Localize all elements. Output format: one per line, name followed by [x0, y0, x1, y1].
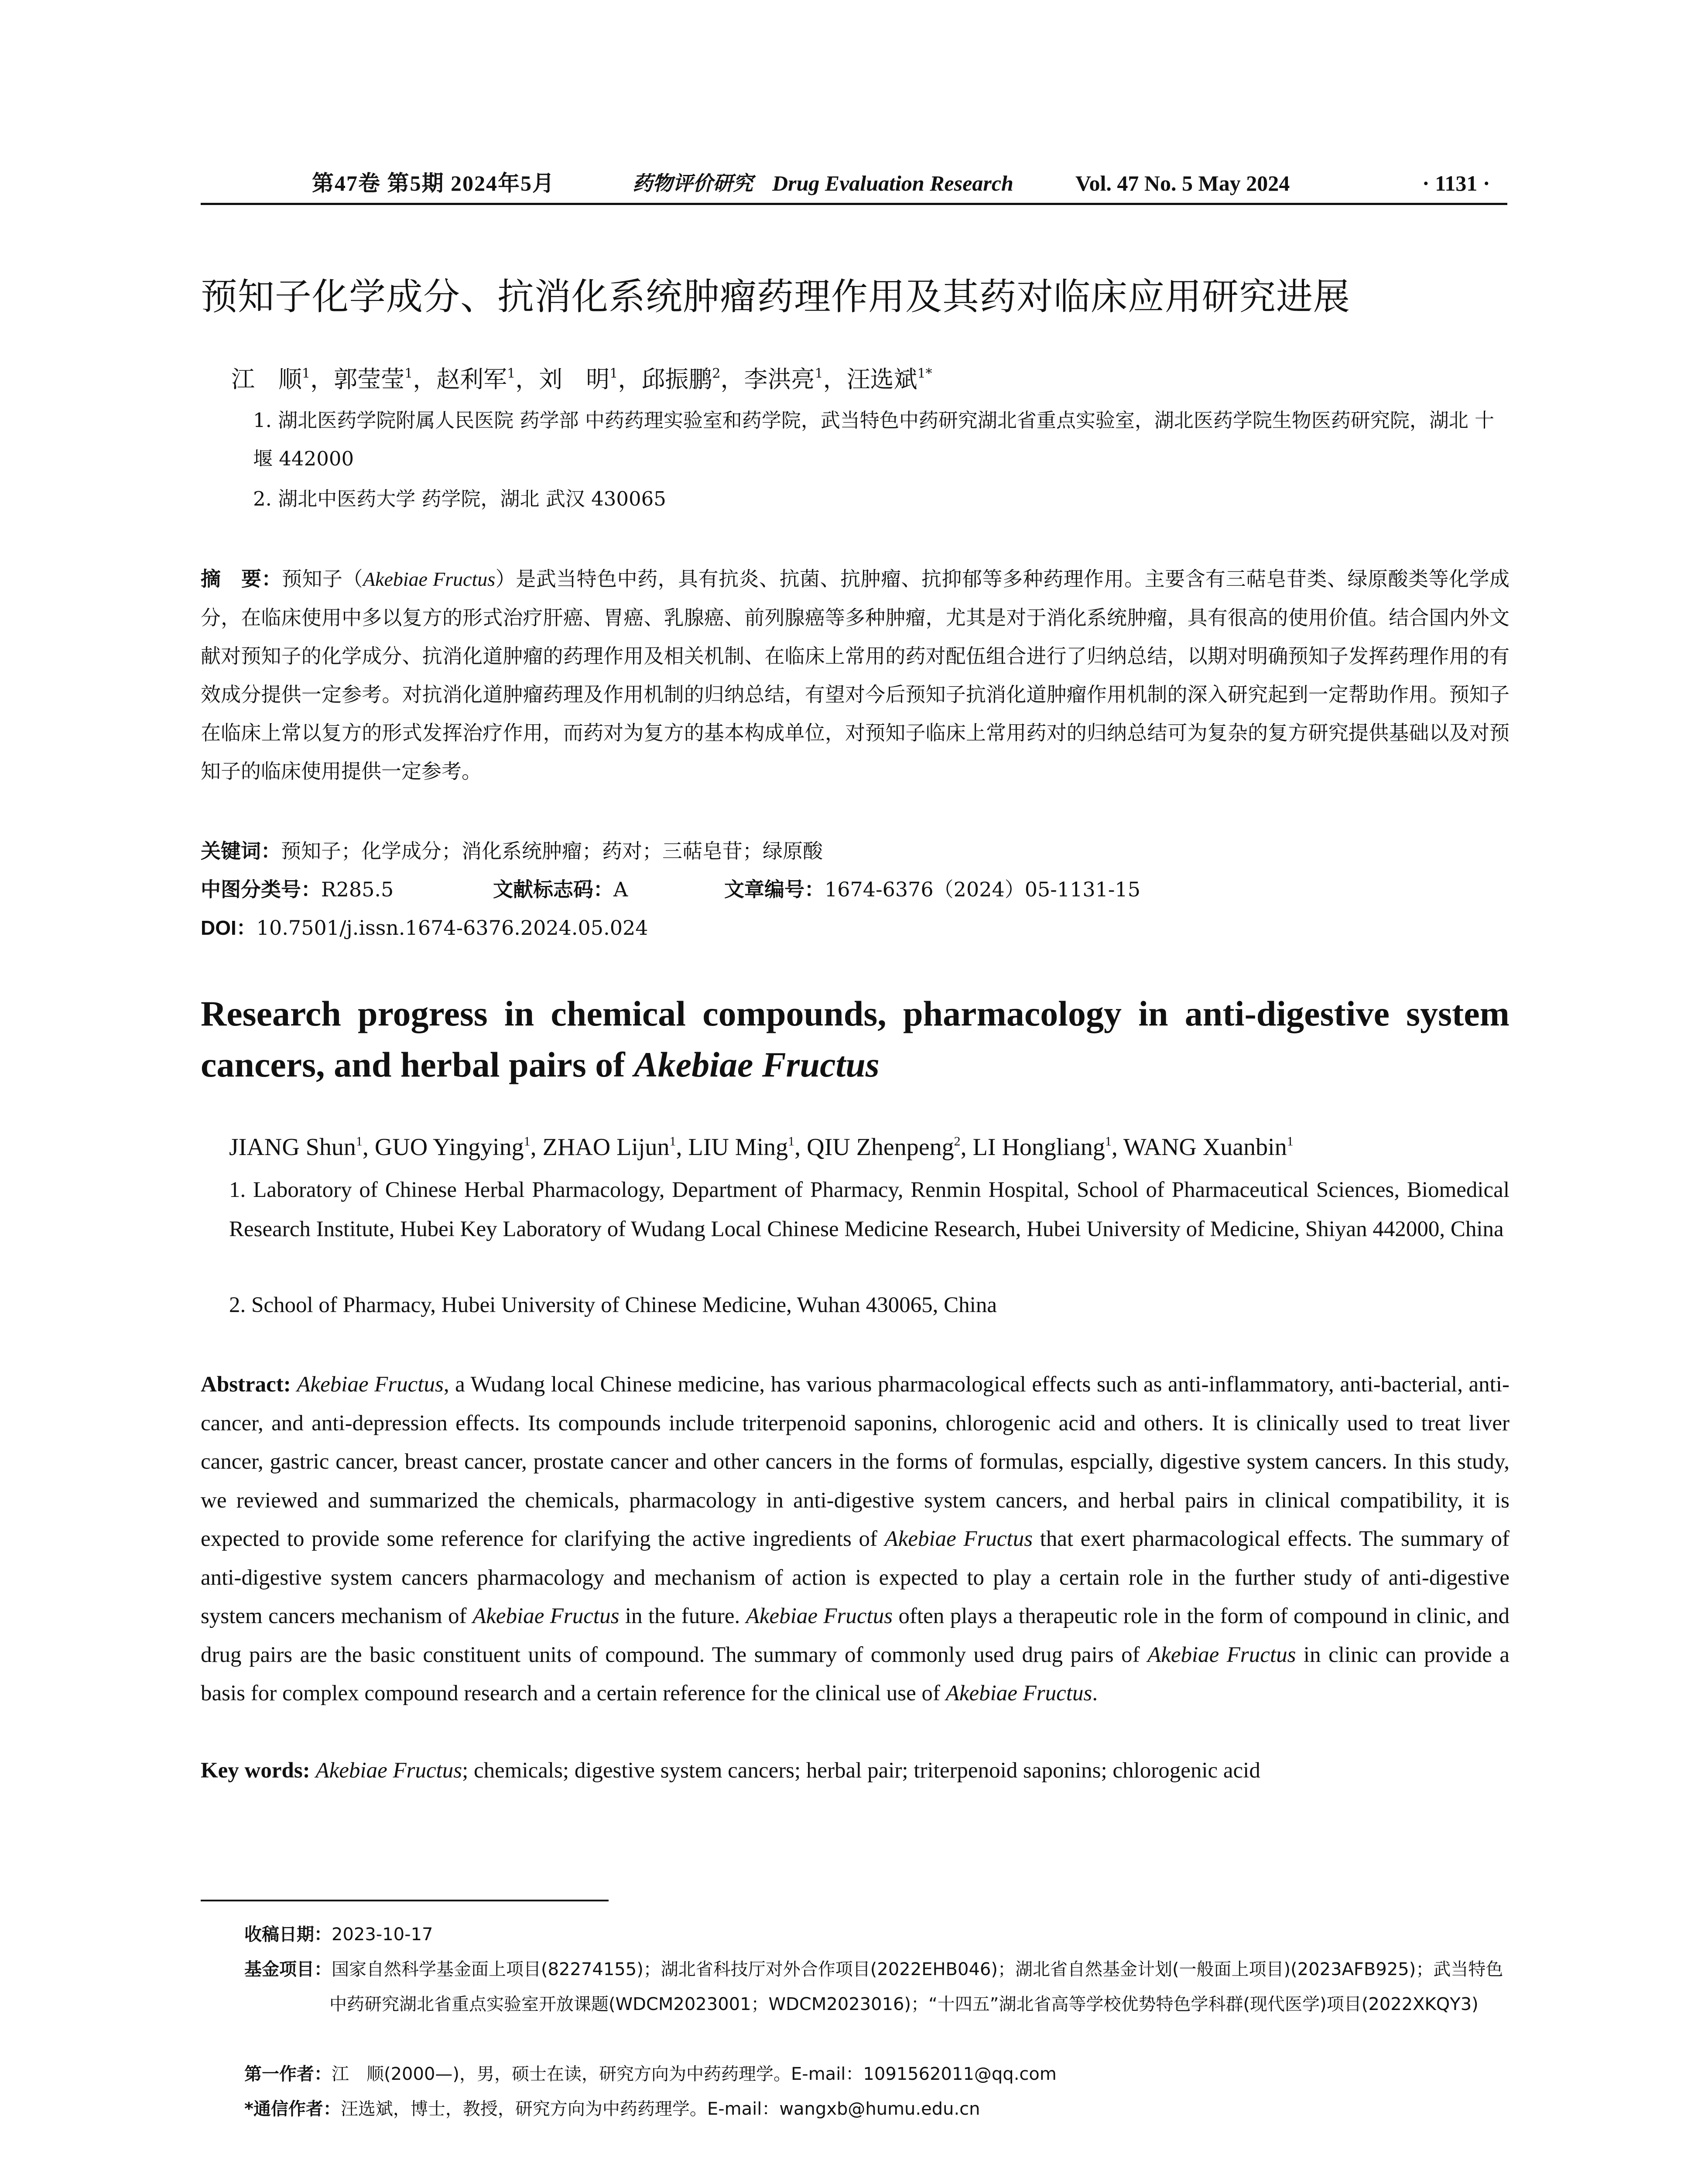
corresponding-value: 汪选斌，博士，教授，研究方向为中药药理学。E-mail：wangxb@humu.edu.cn: [340, 2099, 980, 2119]
en-author-separator: ,: [676, 1134, 688, 1161]
cn-author-separator: ，: [823, 366, 847, 393]
cn-author-affiliation-mark: 1: [507, 366, 516, 381]
en-abstract-text-run: in the future.: [619, 1604, 746, 1628]
en-abstract-text-run: that exert pharmacological effects. The summary of anti-digestive system cancers pharmacology and mechanism of action is expected to play a certain role in the further study of anti-digestive system cancers mechanism of: [201, 1527, 1509, 1628]
cn-author-affiliation-mark: 1: [609, 366, 618, 381]
cn-author-affiliation-mark: 2: [712, 366, 721, 381]
en-author-name: WANG Xuanbin: [1123, 1134, 1287, 1161]
header-issue-cn: 第47卷 第5期 2024年5月: [312, 171, 555, 195]
cn-abstract-label: 摘 要：: [201, 567, 282, 591]
footnote-funding: [244, 1952, 1509, 2022]
en-author-affiliation-mark: 1: [524, 1134, 531, 1149]
en-keywords: [201, 1751, 1509, 1790]
footnote-received-date: [244, 1917, 1509, 1952]
cn-author-separator: ，: [310, 366, 334, 393]
en-keywords-latin-name: Akebiae Fructus: [315, 1758, 462, 1783]
cn-affiliation-1: 1. 湖北医药学院附属人民医院 药学部 中药药理实验室和药学院，武当特色中药研究湖北省重点实验室，湖北医药学院生物医药研究院，湖北 十堰 442000: [253, 409, 1495, 470]
funding-label: 基金项目：: [244, 1959, 332, 1979]
cn-author-name: 李洪亮: [744, 366, 815, 393]
journal-logo-cn: 药物评价研究: [633, 171, 753, 195]
en-abstract-latin-name: Akebiae Fructus: [945, 1681, 1092, 1706]
footnote-first-author: [244, 2057, 1509, 2092]
cn-doc-code-label: 文献标志码：: [493, 878, 613, 901]
en-keywords-value: ; chemicals; digestive system cancers; herbal pair; triterpenoid saponins; chlorogenic acid: [462, 1758, 1260, 1783]
en-author-separator: ,: [362, 1134, 375, 1161]
cn-abstract: [201, 560, 1509, 790]
en-title-latin-name: Akebiae Fructus: [634, 1045, 880, 1084]
en-author-name: JIANG Shun: [229, 1134, 356, 1161]
cn-author-separator: ，: [413, 366, 437, 393]
en-author-name: GUO Yingying: [374, 1134, 524, 1161]
cn-author-separator: ，: [515, 366, 539, 393]
cn-doc-code-value: A: [613, 878, 628, 901]
en-abstract: [201, 1365, 1509, 1713]
cn-class-value: R285.5: [321, 878, 394, 901]
cn-author-separator: ，: [720, 366, 744, 393]
en-author-separator: ,: [530, 1134, 543, 1161]
en-abstract-label: Abstract:: [201, 1372, 291, 1397]
cn-abstract-text-pre: 预知子（: [281, 567, 363, 591]
cn-article-no-label: 文章编号：: [724, 878, 825, 901]
first-author-label: 第一作者：: [244, 2064, 332, 2084]
en-author-name: ZHAO Lijun: [542, 1134, 670, 1161]
cn-affiliation-2: 2. 湖北中医药大学 药学院，湖北 武汉 430065: [253, 487, 666, 510]
cn-author-separator: ，: [618, 366, 642, 393]
en-author-name: QIU Zhenpeng: [807, 1134, 954, 1161]
cn-author-affiliation-mark: 1*: [917, 366, 932, 381]
cn-author-list: [231, 362, 1496, 397]
en-keywords-label: Key words:: [201, 1758, 310, 1783]
funding-value: 国家自然科学基金面上项目(82274155)；湖北省科技厅对外合作项目(2022EHB046)；湖北省自然基金计划(一般面上项目)(2023AFB925)；武当特色中药研究湖北省重点实验室开放课题(WDCM2023001；WDCM2023016)；“十四五”湖北省高等学校优势特色学科群(现代医学)项目(2022XKQY3): [329, 1959, 1503, 2014]
en-abstract-latin-name: Akebiae Fructus: [1147, 1642, 1296, 1667]
cn-author-affiliation-mark: 1: [815, 366, 823, 381]
en-abstract-text-run: .: [1092, 1681, 1098, 1706]
en-author-affiliation-mark: 1: [788, 1134, 795, 1149]
en-abstract-text-run: [291, 1372, 297, 1397]
cn-keywords: [201, 832, 1509, 870]
cn-author-affiliation-mark: 1: [404, 366, 413, 381]
en-author-affiliation-mark: 2: [954, 1134, 961, 1149]
footnote-rule: [201, 1900, 609, 1901]
en-author-affiliation-mark: 1: [1287, 1134, 1294, 1149]
cn-keywords-label: 关键词：: [201, 839, 281, 863]
cn-keywords-value: 预知子；化学成分；消化系统肿瘤；药对；三萜皂苷；绿原酸: [281, 839, 823, 863]
received-label: 收稿日期：: [244, 1925, 332, 1945]
en-abstract-latin-name: Akebiae Fructus: [472, 1604, 620, 1628]
en-author-name: LI Hongliang: [972, 1134, 1105, 1161]
cn-author-name: 郭莹莹: [334, 366, 405, 393]
cn-abstract-text: ）是武当特色中药，具有抗炎、抗菌、抗肿瘤、抗抑郁等多种药理作用。主要含有三萜皂苷类、绿原酸类等化学成分，在临床使用中多以复方的形式治疗肝癌、胃癌、乳腺癌、前列腺癌等多种肿瘤，尤其是对于消化系统肿瘤，具有很高的使用价值。结合国内外文献对预知子的化学成分、抗消化道肿瘤的药理作用及相关机制、在临床上常用的药对配伍组合进行了归纳总结，以期对明确预知子发挥药理作用的有效成分提供一定参考。对抗消化道肿瘤药理及作用机制的归纳总结，有望对今后预知子抗消化道肿瘤作用机制的深入研究起到一定帮助作用。预知子在临床上常以复方的形式发挥治疗作用，而药对为复方的基本构成单位，对预知子临床上常用药对的归纳总结可为复杂的复方研究提供基础以及对预知子的临床使用提供一定参考。: [201, 567, 1510, 783]
running-header: [201, 166, 1509, 201]
en-author-separator: ,: [960, 1134, 973, 1161]
en-abstract-text-run: in clinic can provide a basis for complex compound research and a certain reference for the clinical use of: [201, 1642, 1509, 1706]
doi-line: [201, 909, 1509, 947]
cn-author-name: 邱振鹏: [641, 366, 712, 393]
cn-author-name: 刘 明: [539, 366, 610, 393]
cn-title: 预知子化学成分、抗消化系统肿瘤药理作用及其药对临床应用研究进展: [201, 275, 1351, 318]
en-abstract-text-run: often plays a therapeutic role in the form of compound in clinic, and drug pairs are the basic constituent units of compound. The summary of commonly used drug pairs of: [201, 1604, 1510, 1667]
en-affiliation-2: 2. School of Pharmacy, Hubei University of Chinese Medicine, Wuhan 430065, China: [229, 1293, 997, 1317]
footnote-corresponding-author: [244, 2092, 1509, 2126]
en-author-name: LIU Ming: [688, 1134, 788, 1161]
header-issue-en: Vol. 47 No. 5 May 2024: [1075, 171, 1290, 195]
en-abstract-latin-name: Akebiae Fructus: [746, 1604, 893, 1628]
corresponding-label: *通信作者：: [244, 2099, 341, 2119]
header-rule: [201, 203, 1507, 205]
en-abstract-text-run: , a Wudang local Chinese medicine, has various pharmacological effects such as anti-inflammatory, anti-bacterial, anti-cancer, and anti-depression effects. Its compounds include triterpenoid saponins, chlorogenic acid and others. It is clinically used to treat liver cancer, gastric cancer, breast cancer, prostate cancer and other cancers in the forms of formulas, espcially, digestive system cancers. In this study, we reviewed and summarized the chemicals, pharmacology in anti-digestive system cancers, and herbal pairs in clinical compatibility, it is expected to provide some reference for clarifying the active ingredients of: [201, 1372, 1509, 1551]
en-affiliation-1: 1. Laboratory of Chinese Herbal Pharmacology, Department of Pharmacy, Renmin Hospital, School of Pharmaceutical Sciences, Biomedical Research Institute, Hubei Key Laboratory of Wudang Local Chinese Medicine Research, Hubei University of Medicine, Shiyan 442000, China: [229, 1178, 1509, 1241]
cn-abstract-latin-name: Akebiae Fructus: [363, 568, 496, 590]
en-abstract-text: [201, 1372, 1509, 1706]
en-author-separator: ,: [794, 1134, 807, 1161]
en-abstract-latin-name: Akebiae Fructus: [297, 1372, 444, 1397]
en-author-list: [229, 1128, 1494, 1167]
cn-class-label: 中图分类号：: [201, 878, 321, 901]
header-journal-en: Drug Evaluation Research: [772, 171, 1013, 195]
en-author-affiliation-mark: 1: [1105, 1134, 1112, 1149]
en-author-separator: ,: [1111, 1134, 1123, 1161]
cn-author-name: 汪选斌: [846, 366, 917, 393]
cn-author-name: 江 顺: [231, 366, 302, 393]
cn-author-name: 赵利军: [436, 366, 507, 393]
received-value: 2023-10-17: [332, 1925, 433, 1945]
doi-label: DOI：: [201, 916, 257, 939]
doi-value: 10.7501/j.issn.1674-6376.2024.05.024: [256, 916, 648, 940]
cn-author-affiliation-mark: 1: [302, 366, 311, 381]
en-abstract-latin-name: Akebiae Fructus: [884, 1527, 1033, 1551]
en-title: [201, 988, 1509, 1090]
cn-article-no-value: 1674-6376（2024）05-1131-15: [825, 878, 1140, 901]
en-author-affiliation-mark: 1: [669, 1134, 676, 1149]
header-page-number: · 1131 ·: [1422, 171, 1490, 195]
en-title-main: Research progress in chemical compounds, pharmacology in anti-digestive system cancers, and herbal pairs of: [201, 994, 1509, 1084]
en-author-affiliation-mark: 1: [356, 1134, 363, 1149]
first-author-value: 江 顺(2000—)，男，硕士在读，研究方向为中药药理学。E-mail：1091562011@qq.com: [332, 2064, 1057, 2084]
